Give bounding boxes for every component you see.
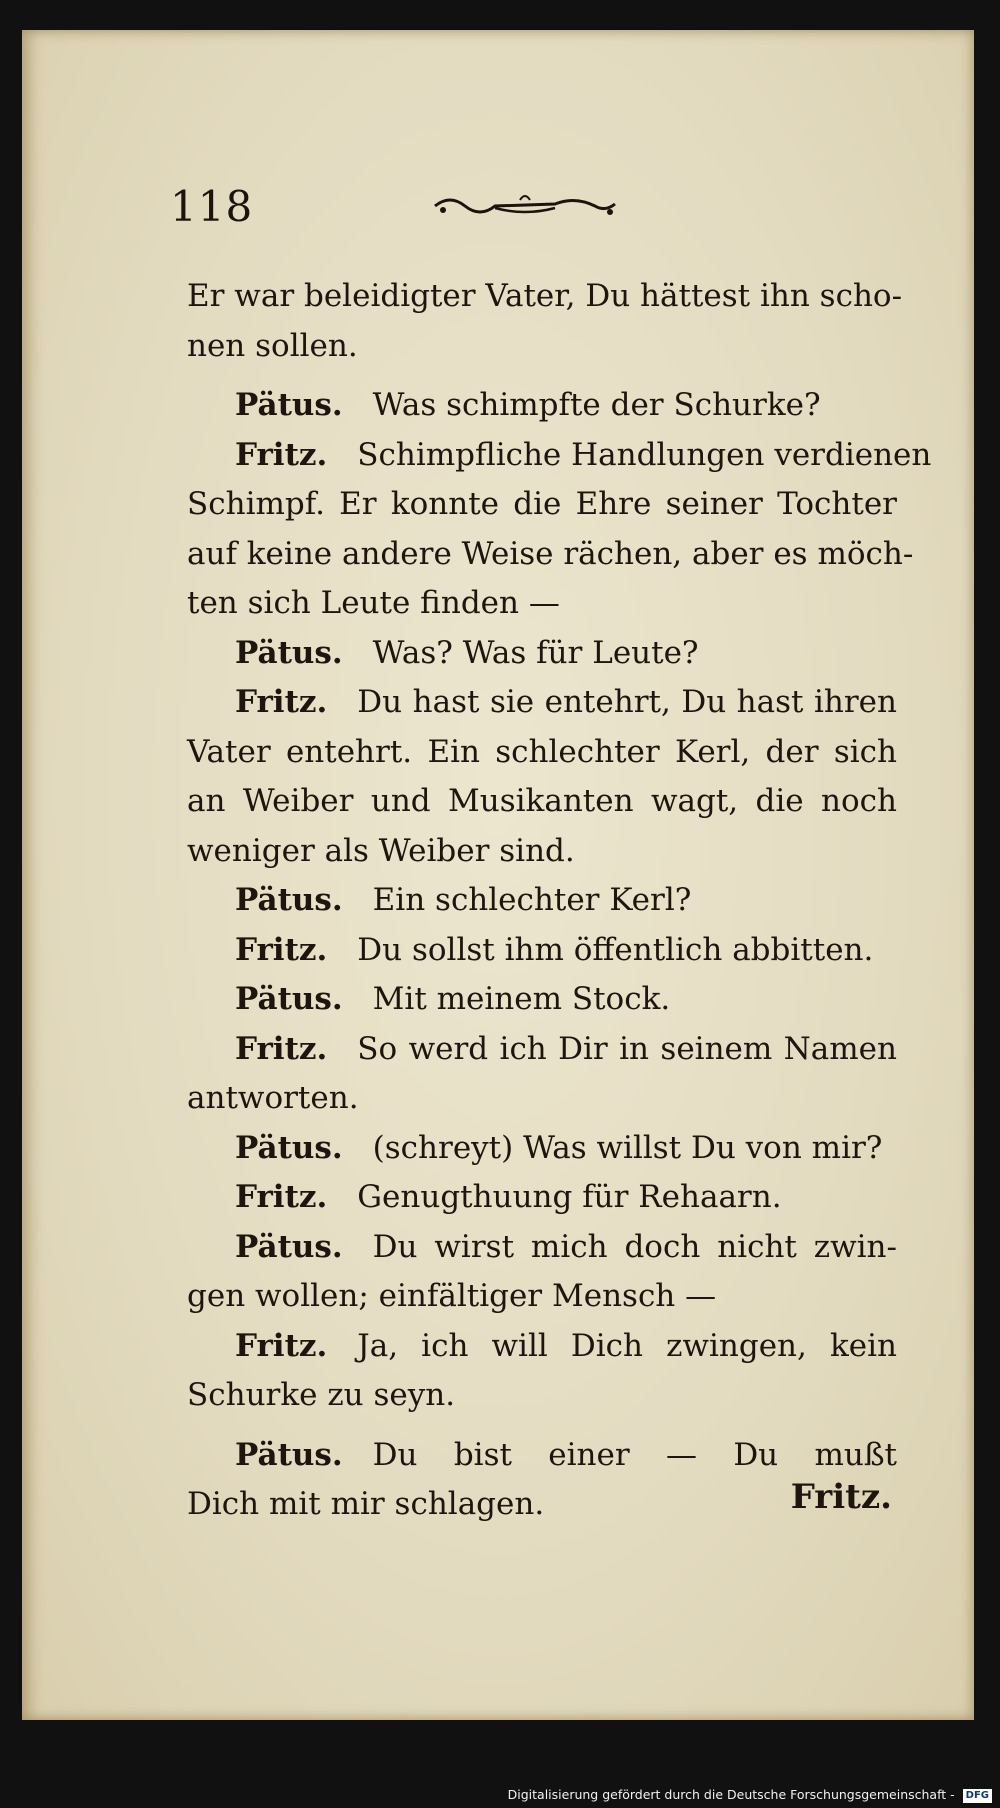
text-line [187,1173,897,1223]
speech-text: Du sollst ihm öffentlich abbitten. [357,931,874,968]
text-line: Schurke zu seyn. [187,1377,456,1413]
speech-text: Mit meinem Stock. [372,981,671,1017]
speaker-name: Fritz. [235,1327,328,1364]
text-line [187,1322,897,1372]
speaker-name: Pätus. [235,981,343,1017]
text-line: nen sollen. [187,327,358,364]
text-line: weniger als Weiber sind. [187,832,575,869]
speaker-name: Fritz. [235,931,328,968]
speaker-name: Fritz. [235,684,328,720]
text-line: ten sich Leute finden — [187,585,560,621]
text-line [187,1124,897,1174]
text-line [187,975,897,1025]
speech-text: Was? Was für Leute? [372,634,699,671]
text-line: an Weiber und Musikanten wagt, die noch [187,783,897,819]
text-line: Er war beleidigter Vater, Du hättest ihn scho- [187,278,903,314]
text-line: auf keine andere Weise rächen, aber es möch- [187,535,914,572]
speaker-name: Pätus. [235,1228,343,1265]
speech-text: Du hast sie entehrt, Du hast ihren [357,684,897,720]
header-ornament [425,186,625,226]
speaker-name: Fritz. [235,436,328,473]
line-gap [187,371,897,381]
text-line: Schimpf. Er konnte die Ehre seiner Tochter [187,486,897,522]
speech-text: (schreyt) Was willst Du von mir? [372,1129,883,1166]
page-header [170,182,890,232]
speech-text: Schimpfliche Handlungen verdienen [357,436,932,473]
text-line [187,678,897,728]
speaker-name: Fritz. [235,1030,328,1067]
speech-text: Was schimpfte der Schurke? [372,387,821,423]
digitization-footer [0,1782,1000,1808]
speaker-name: Pätus. [235,387,343,423]
text-line: Vater entehrt. Ein schlechter Kerl, der sich [187,733,897,770]
page-number: 118 [170,182,254,231]
speech-text: Ein schlechter Kerl? [372,882,692,918]
text-line [187,629,897,679]
text-line [187,1223,897,1273]
text-line: Dich mit mir schlagen. [187,1486,545,1522]
text-line [187,381,897,431]
speech-text: Genugthuung für Rehaarn. [357,1179,782,1215]
text-line [187,431,932,481]
dfg-logo: DFG [963,1789,992,1803]
dialogue-text [187,272,932,1530]
text-line [187,876,897,926]
speaker-name: Pätus. [235,1129,343,1166]
text-line: antworten. [187,1080,359,1116]
speaker-name: Pätus. [235,1436,343,1473]
text-line [187,1431,897,1481]
speech-text: Du wirst mich doch nicht zwin- [372,1228,897,1265]
speaker-name: Pätus. [235,634,343,671]
text-line [187,1025,897,1075]
catchword: Fritz. [790,1477,892,1517]
speech-text: So werd ich Dir in seinem Namen [357,1030,897,1067]
speech-text: Du bist einer — Du mußt [372,1436,897,1473]
footer-credit: Digitalisierung gefördert durch die Deutsche Forschungsgemeinschaft - [507,1787,955,1802]
speaker-name: Fritz. [235,1179,328,1215]
text-line [187,926,897,976]
line-gap [187,1421,897,1431]
text-line: gen wollen; einfältiger Mensch — [187,1278,717,1314]
speaker-name: Pätus. [235,882,343,918]
speech-text: Ja, ich will Dich zwingen, kein [357,1327,897,1364]
